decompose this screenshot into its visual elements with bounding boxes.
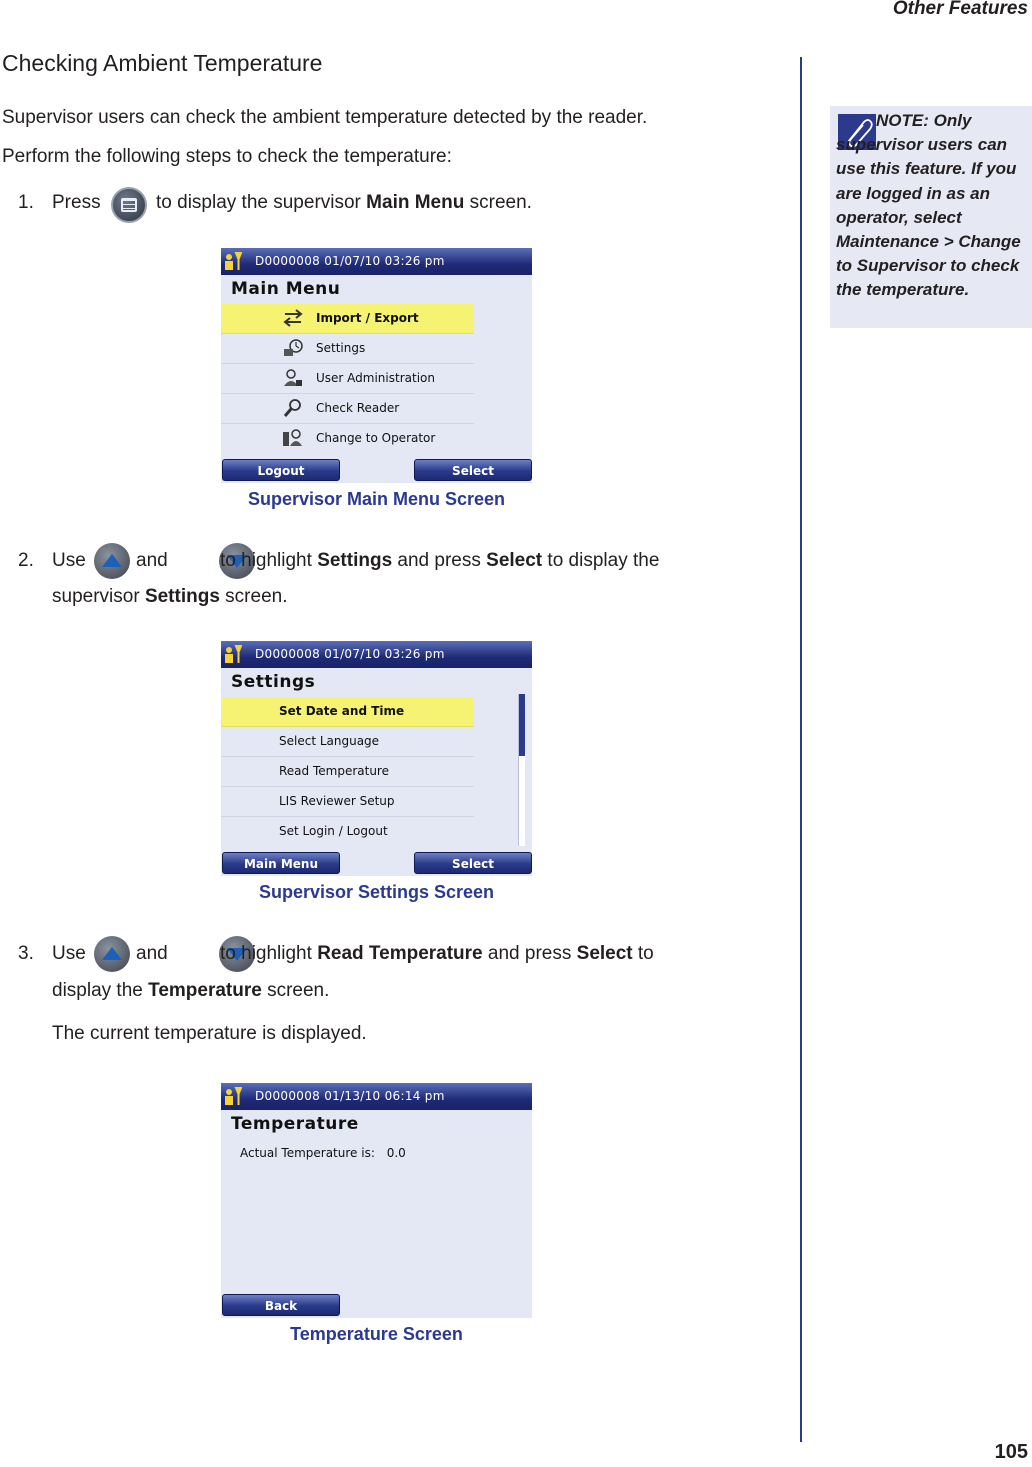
screen-caption: Temperature Screen — [290, 1324, 463, 1344]
step-number: 2. — [18, 550, 34, 571]
intro-line-2: Perform the following steps to check the temperature: — [2, 146, 452, 167]
main-menu-screen — [221, 248, 532, 483]
settings-item-read-temperature[interactable]: Read Temperature — [221, 757, 474, 787]
up-arrow-button-icon — [94, 543, 130, 579]
step-text: to highlight Read Temperature and press Select to — [220, 943, 654, 964]
sidebar-divider — [800, 57, 802, 1442]
step-text: display the Temperature screen. — [52, 980, 330, 1001]
menu-item-check-reader[interactable]: Check Reader — [221, 394, 474, 424]
screen-caption: Supervisor Main Menu Screen — [247, 489, 506, 509]
settings-item-set-login-logout[interactable]: Set Login / Logout — [279, 824, 388, 838]
main-menu-button[interactable]: Main Menu — [222, 852, 340, 874]
temperature-screen — [221, 1083, 532, 1318]
step-text: supervisor Settings screen. — [52, 586, 288, 607]
section-header: Other Features — [892, 0, 1028, 19]
supervisor-user-icon — [224, 1086, 242, 1106]
menu-item-import-export[interactable]: Import / Export — [221, 304, 474, 334]
back-button[interactable]: Back — [222, 1294, 340, 1316]
screen-titlebar — [221, 248, 532, 275]
screen-title: Settings — [231, 672, 316, 692]
settings-item-lis-reviewer-setup[interactable]: LIS Reviewer Setup — [221, 787, 474, 817]
settings-screen — [221, 641, 532, 876]
step-number: 1. — [18, 192, 34, 213]
screen-titlebar — [221, 1083, 532, 1110]
device-id-datetime: D0000008 01/07/10 03:26 pm — [255, 647, 445, 661]
select-button[interactable]: Select — [414, 459, 532, 481]
screen-title: Main Menu — [231, 279, 341, 299]
settings-item-select-language[interactable]: Select Language — [221, 727, 474, 757]
menu-button-icon — [111, 187, 147, 223]
note-label: NOTE: — [876, 111, 929, 130]
device-id-datetime: D0000008 01/07/10 03:26 pm — [255, 254, 445, 268]
up-arrow-button-icon — [94, 936, 130, 972]
step-text: Use — [52, 943, 86, 964]
note-box — [830, 106, 1032, 328]
page-title: Checking Ambient Temperature — [2, 50, 323, 76]
page-number: 105 — [994, 1441, 1028, 1463]
supervisor-user-icon — [224, 644, 242, 664]
user-administration-icon — [282, 368, 304, 388]
step-text: The current temperature is displayed. — [52, 1023, 367, 1044]
screen-caption: Supervisor Settings Screen — [258, 882, 495, 902]
step-1 — [0, 185, 760, 225]
temperature-label: Actual Temperature is: — [240, 1146, 375, 1160]
screen-title: Temperature — [231, 1114, 359, 1134]
import-export-icon — [282, 308, 304, 328]
step-text: Press — [52, 192, 101, 213]
note-text — [836, 109, 1028, 303]
step-text: Use — [52, 550, 86, 571]
screen-titlebar — [221, 641, 532, 668]
note-body: Only supervisor users can use this feature. If you are logged in as an operator, select Maintenance > Change to Supervisor to check the temperature. — [836, 111, 1021, 300]
step-2 — [0, 540, 760, 610]
menu-item-settings[interactable]: Settings — [221, 334, 474, 364]
menu-item-user-administration[interactable]: User Administration — [221, 364, 474, 394]
select-button[interactable]: Select — [414, 852, 532, 874]
menu-item-change-to-operator[interactable]: Change to Operator — [221, 424, 474, 453]
temperature-readout — [240, 1146, 406, 1160]
temperature-value: 0.0 — [386, 1146, 406, 1160]
step-3 — [0, 933, 760, 1048]
step-text: to display the supervisor Main Menu screen. — [156, 192, 532, 213]
supervisor-user-icon — [224, 251, 242, 271]
change-to-operator-icon — [282, 428, 304, 448]
device-id-datetime: D0000008 01/13/10 06:14 pm — [255, 1089, 445, 1103]
step-text: and — [136, 550, 168, 571]
settings-item-set-date-time[interactable]: Set Date and Time — [221, 697, 474, 727]
settings-scrollbar[interactable] — [518, 694, 525, 846]
scrollbar-thumb[interactable] — [519, 694, 525, 756]
step-text: and — [136, 943, 168, 964]
settings-icon — [282, 338, 304, 358]
check-reader-icon — [282, 398, 304, 418]
step-number: 3. — [18, 943, 34, 964]
step-text: to highlight Settings and press Select to display the — [220, 550, 660, 571]
intro-line-1: Supervisor users can check the ambient temperature detected by the reader. — [2, 107, 648, 128]
logout-button[interactable]: Logout — [222, 459, 340, 481]
